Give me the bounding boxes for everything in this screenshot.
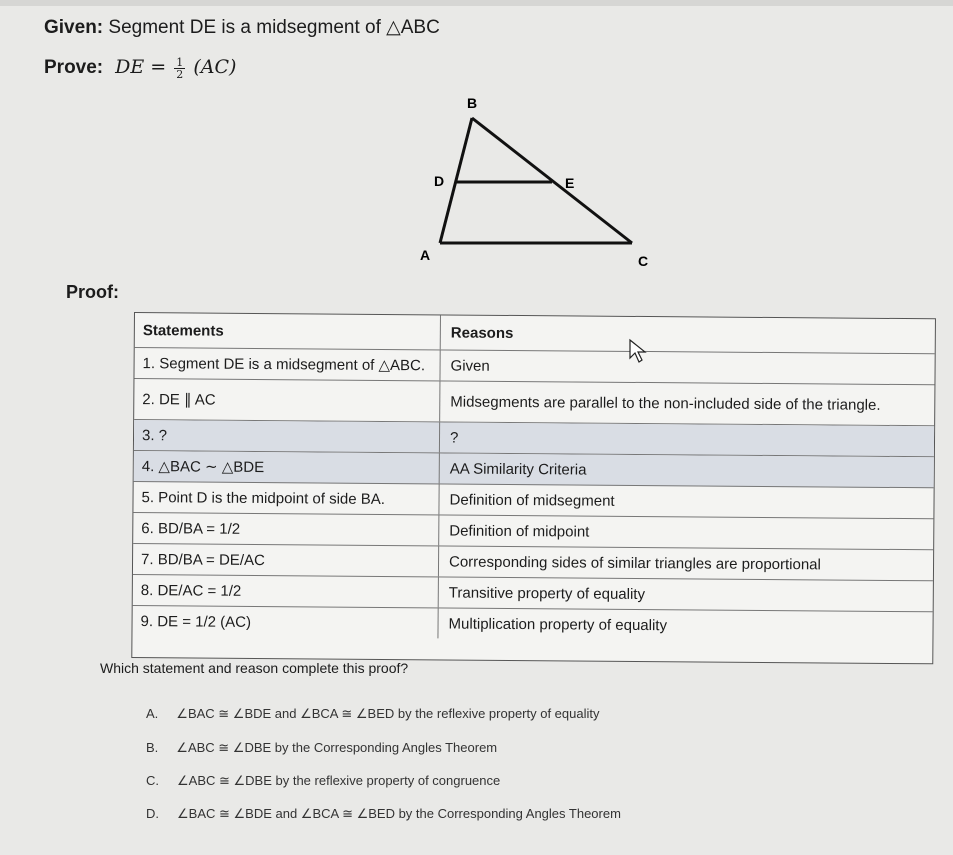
table-row — [134, 379, 934, 426]
prove-label: Prove: — [44, 56, 104, 78]
reason-cell: Definition of midsegment — [449, 490, 615, 510]
option-c[interactable] — [146, 773, 500, 789]
option-d[interactable] — [146, 806, 621, 822]
table-row — [132, 606, 932, 642]
prove-expression — [115, 56, 236, 80]
prove-statement — [44, 56, 236, 80]
label-a: A — [420, 247, 431, 263]
option-text: ∠BAC ≅ ∠BDE and ∠BCA ≅ ∠BED by the reflexive property of equality — [176, 706, 600, 721]
label-c: C — [638, 253, 649, 268]
statement-cell: 8. DE/AC = 1/2 — [133, 575, 439, 607]
prove-eq: = — [150, 56, 167, 78]
option-letter: B. — [146, 740, 159, 755]
question-text: Which statement and reason complete this proof? — [100, 660, 409, 676]
option-letter: C. — [146, 773, 159, 788]
reason-cell: Corresponding sides of similar triangles are proportional — [448, 552, 821, 573]
option-b[interactable] — [146, 740, 497, 756]
prove-rhs: (AC) — [193, 56, 237, 78]
option-letter: D. — [146, 806, 159, 821]
statement-cell: 7. BD/BA = DE/AC — [133, 544, 439, 576]
option-text: ∠BAC ≅ ∠BDE and ∠BCA ≅ ∠BED by the Corresponding Angles Theorem — [177, 806, 621, 821]
statement-cell: 1. Segment DE is a midsegment of △ABC. — [134, 348, 440, 380]
given-label: Given: — [44, 17, 104, 38]
prove-frac-den: 2 — [176, 67, 184, 81]
reason-cell: ? — [449, 428, 459, 447]
top-edge — [0, 0, 953, 6]
label-b: B — [467, 95, 478, 111]
given-text: Segment DE is a midsegment of △ABC — [108, 17, 440, 38]
reason-cell: Transitive property of equality — [448, 583, 646, 603]
mouse-cursor-icon — [628, 338, 654, 364]
given-statement — [44, 16, 440, 39]
label-d: D — [434, 173, 445, 189]
statement-cell: 4. △BAC ∼ △BDE — [134, 451, 440, 483]
option-text: ∠ABC ≅ ∠DBE by the reflexive property of congruence — [177, 773, 501, 788]
option-a[interactable] — [146, 706, 599, 722]
label-e: E — [565, 175, 575, 191]
header-statements: Statements — [135, 313, 441, 349]
statement-cell: 3. ? — [134, 420, 440, 452]
statement-cell: 5. Point D is the midpoint of side BA. — [133, 482, 439, 514]
option-letter: A. — [146, 706, 159, 721]
header-reasons: Reasons — [450, 323, 514, 342]
proof-table — [131, 312, 936, 664]
prove-fraction — [174, 57, 185, 80]
reason-cell: AA Similarity Criteria — [449, 459, 587, 479]
reason-cell: Multiplication property of equality — [448, 614, 668, 634]
proof-label: Proof: — [66, 282, 119, 302]
statement-cell: 2. DE ∥ AC — [134, 379, 440, 421]
statement-cell: 9. DE = 1/2 (AC) — [132, 606, 438, 638]
statement-cell: 6. BD/BA = 1/2 — [133, 513, 439, 545]
triangle-diagram — [410, 88, 660, 268]
reason-cell: Definition of midpoint — [449, 521, 590, 541]
prove-frac-num: 1 — [176, 55, 184, 69]
reason-cell: Midsegments are parallel to the non-included side of the triangle. — [450, 392, 881, 414]
reason-cell: Given — [450, 356, 490, 375]
option-text: ∠ABC ≅ ∠DBE by the Corresponding Angles Theorem — [176, 740, 498, 755]
prove-lhs: DE — [115, 56, 145, 78]
